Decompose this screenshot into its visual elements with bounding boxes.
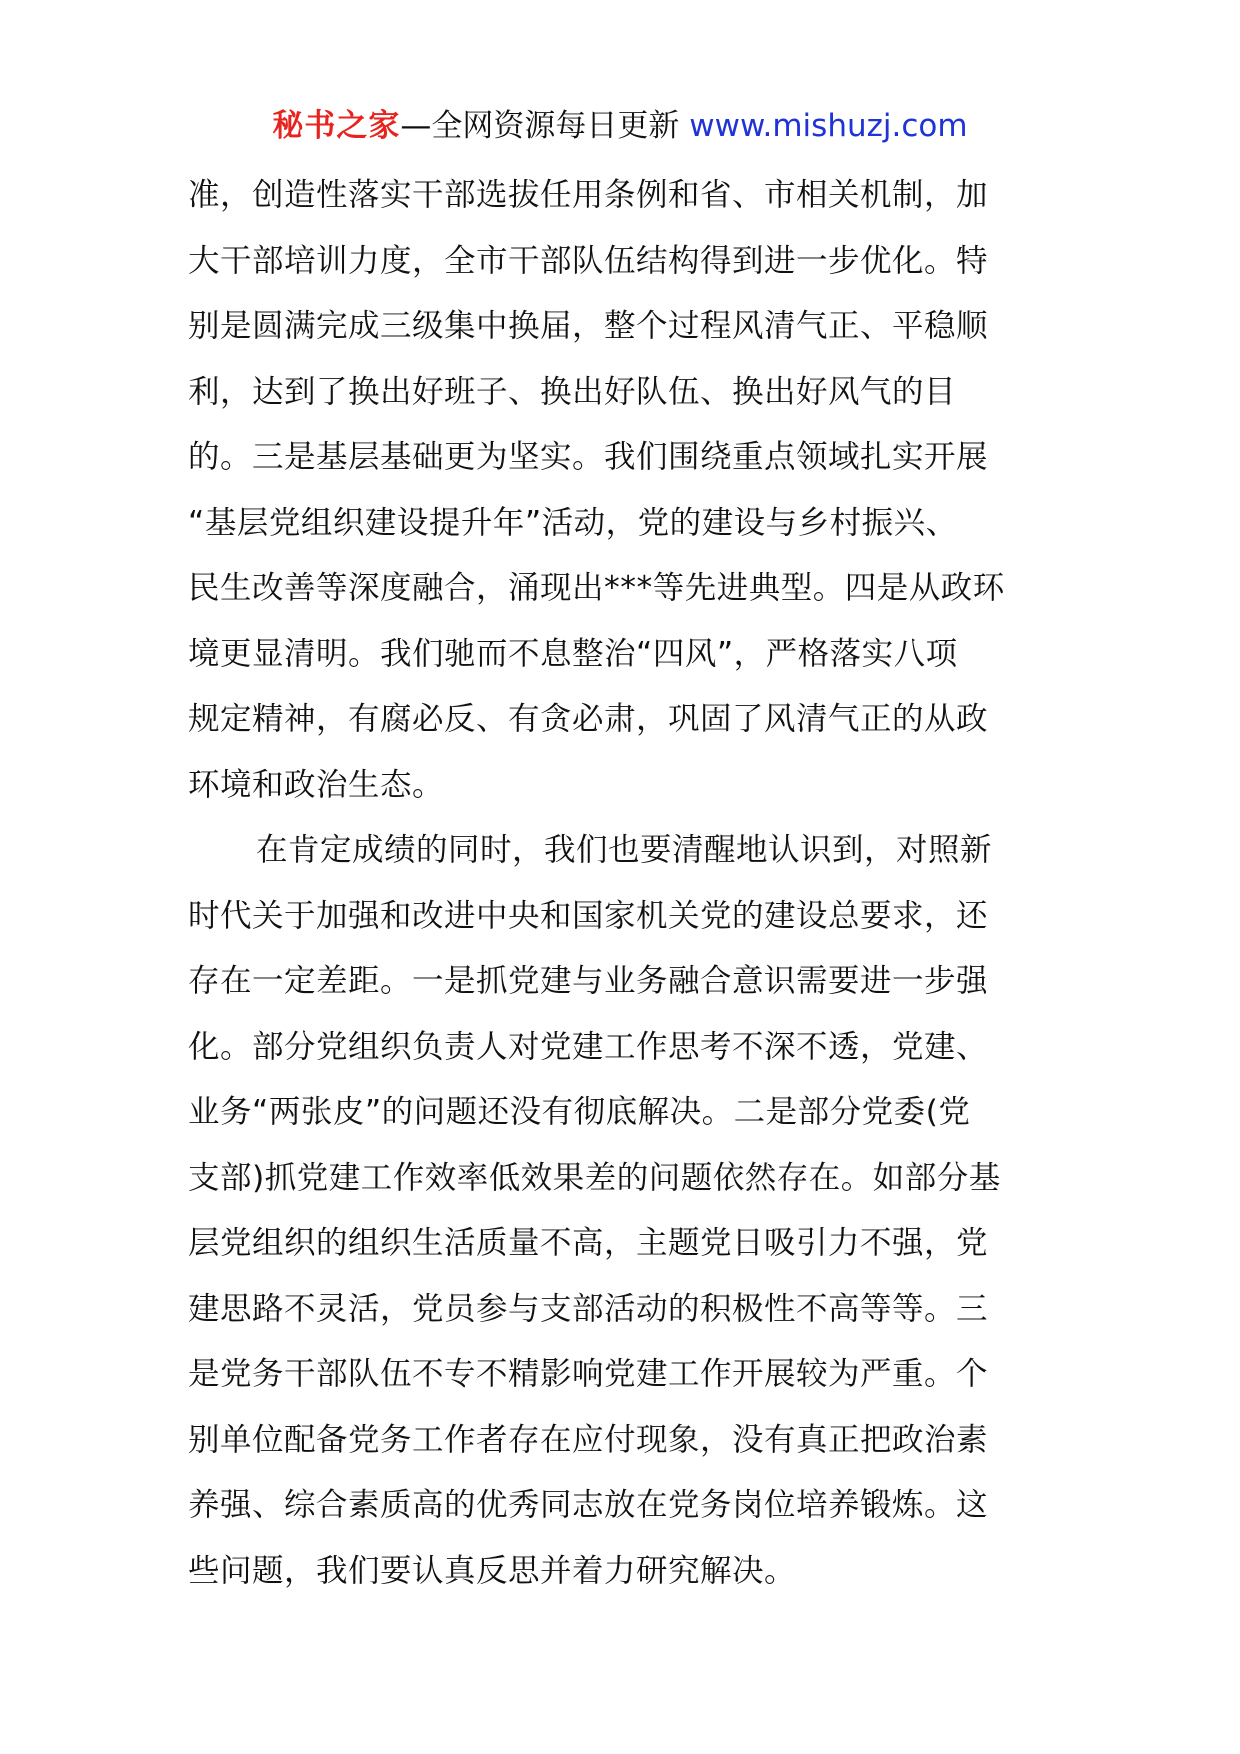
header-tagline: —全网资源每日更新	[400, 108, 690, 144]
site-url: www.mishuzj.com	[689, 108, 968, 144]
text-line: 民生改善等深度融合，涌现出***等先进典型。四是从政环	[188, 570, 1005, 606]
text-line: 些问题，我们要认真反思并着力研究解决。	[188, 1552, 797, 1589]
text-line: 存在一定差距。一是抓党建与业务融合意识需要进一步强	[188, 963, 989, 999]
brand-name: 秘书之家	[272, 108, 401, 144]
text-line: 是党务干部队伍不专不精影响党建工作开展较为严重。个	[188, 1356, 989, 1392]
text-line: 环境和政治生态。	[188, 766, 445, 803]
text-line: 大干部培训力度，全市干部队伍结构得到进一步优化。特	[188, 242, 989, 279]
site-header	[0, 104, 1240, 148]
text-line: 境更显清明。我们驰而不息整治“四风”，严格落实八项	[188, 635, 958, 672]
text-line: 利，达到了换出好班子、换出好队伍、换出好风气的目	[188, 373, 957, 410]
text-line: 养强、综合素质高的优秀同志放在党务岗位培养锻炼。这	[188, 1487, 989, 1523]
text-line: 建思路不灵活，党员参与支部活动的积极性不高等等。三	[188, 1290, 989, 1327]
text-line: 的。三是基层基础更为坚实。我们围绕重点领域扎实开展	[188, 439, 989, 475]
text-line: 时代关于加强和改进中央和国家机关党的建设总要求，还	[188, 897, 989, 934]
document-body	[188, 163, 1088, 1604]
text-line: 规定精神，有腐必反、有贪必肃，巩固了风清气正的从政	[188, 701, 989, 737]
text-line: 化。部分党组织负责人对党建工作思考不深不透，党建、	[188, 1028, 989, 1065]
text-line: 支部)抓党建工作效率低效果差的问题依然存在。如部分基	[188, 1159, 1001, 1196]
text-line: 准，创造性落实干部选拔任用条例和省、市相关机制，加	[188, 177, 989, 213]
text-line: 层党组织的组织生活质量不高，主题党日吸引力不强，党	[188, 1225, 989, 1261]
text-line: 别单位配备党务工作者存在应付现象，没有真正把政治素	[188, 1421, 989, 1458]
text-line: 业务“两张皮”的问题还没有彻底解决。二是部分党委(党	[188, 1094, 971, 1130]
text-line: “基层党组织建设提升年”活动，党的建设与乡村振兴、	[188, 504, 958, 541]
text-line: 在肯定成绩的同时，我们也要清醒地认识到，对照新	[256, 832, 993, 868]
text-line: 别是圆满完成三级集中换届，整个过程风清气正、平稳顺	[188, 308, 989, 344]
